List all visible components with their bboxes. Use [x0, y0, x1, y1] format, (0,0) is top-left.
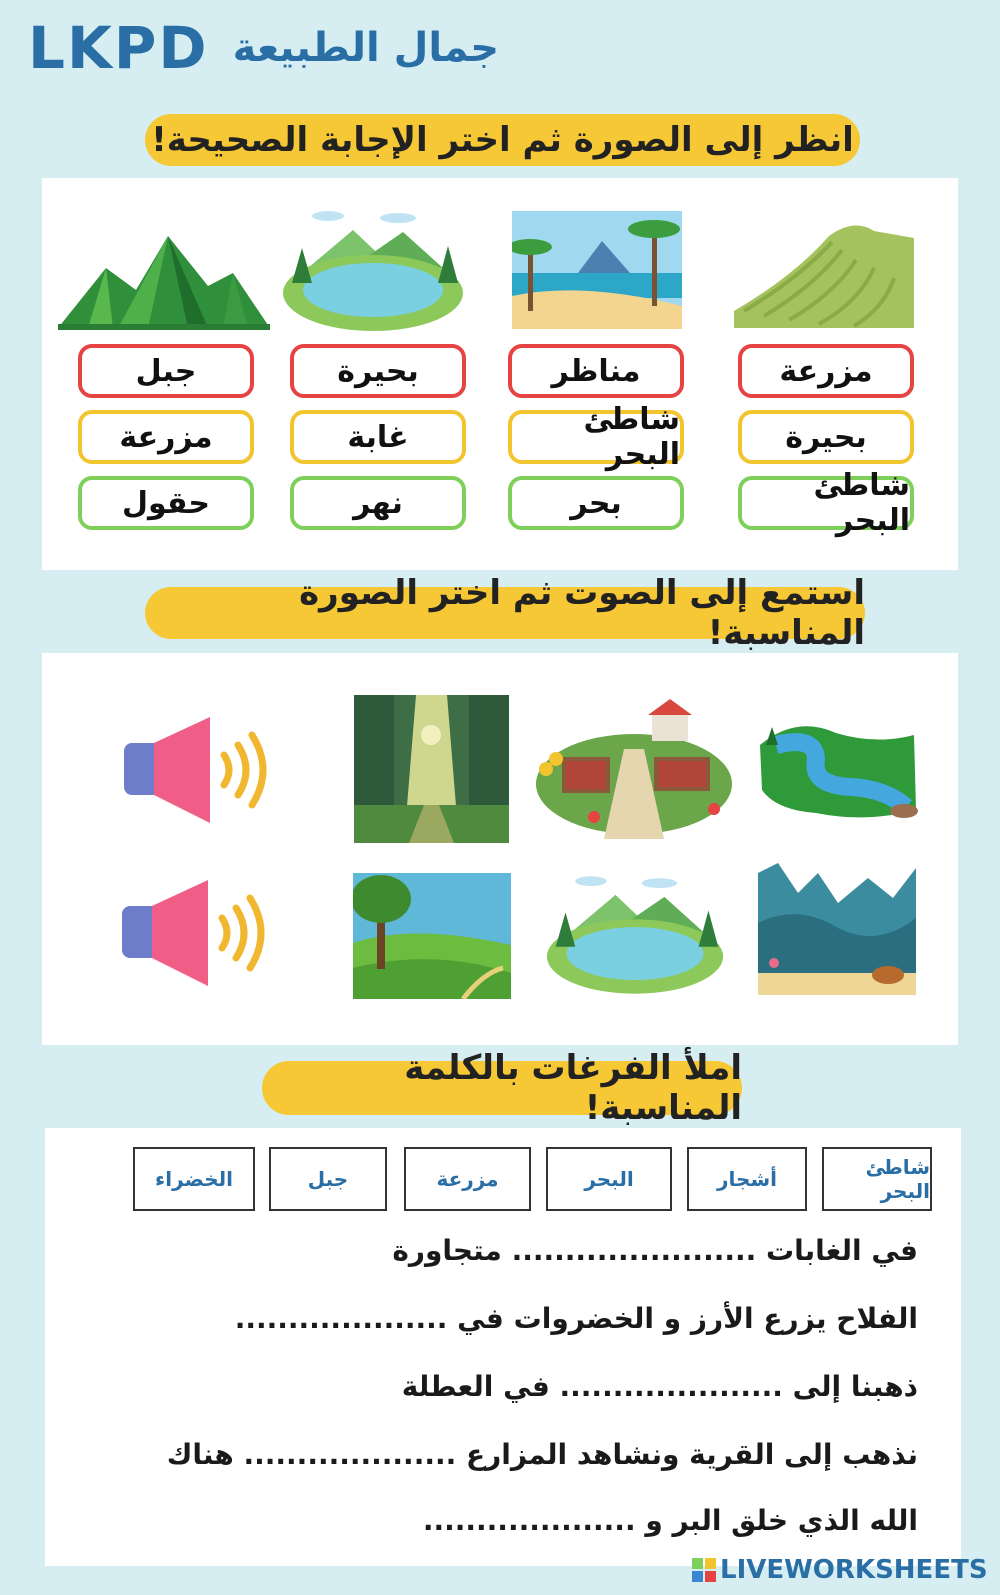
option-terrace-3[interactable]: شاطئ البحر [738, 476, 914, 530]
farm-image[interactable] [534, 699, 734, 839]
option-beach-3[interactable]: بحر [508, 476, 684, 530]
word-option-beach[interactable]: شاطئ البحر [822, 1147, 932, 1211]
terraced-field-image [734, 216, 914, 328]
green-field-image[interactable] [353, 873, 511, 999]
option-lake-1[interactable]: بحيرة [290, 344, 466, 398]
lake-image[interactable] [542, 871, 728, 999]
word-option-green[interactable]: الخضراء [133, 1147, 255, 1211]
page-title: جمال الطبيعة [232, 25, 500, 71]
liveworksheets-logo [692, 1555, 988, 1585]
option-beach-1[interactable]: مناظر [508, 344, 684, 398]
mountain-image [58, 228, 270, 330]
section2-instruction: استمع إلى الصوت ثم اختر الصورة المناسبة! [145, 587, 865, 639]
option-lake-2[interactable]: غابة [290, 410, 466, 464]
option-terrace-1[interactable]: مزرعة [738, 344, 914, 398]
section3-instruction: املأ الفرغات بالكلمة المناسبة! [262, 1061, 742, 1115]
word-option-trees[interactable]: أشجار [687, 1147, 807, 1211]
word-option-farm[interactable]: مزرعة [404, 1147, 531, 1211]
option-terrace-2[interactable]: بحيرة [738, 410, 914, 464]
sentence-4[interactable]: نذهب إلى القرية ونشاهد المزارع .................... هناك [166, 1438, 918, 1471]
option-mountain-3[interactable]: حقول [78, 476, 254, 530]
word-option-sea[interactable]: البحر [546, 1147, 672, 1211]
word-option-mountain[interactable]: جبل [269, 1147, 387, 1211]
liveworksheets-wordmark: LIVEWORKSHEETS [720, 1555, 988, 1585]
sentence-1[interactable]: في الغابات ....................... متجاورة [392, 1234, 918, 1267]
beach-image [512, 211, 682, 329]
sentence-2[interactable]: الفلاح يزرع الأرز و الخضروات في .................... [234, 1302, 918, 1335]
section1-instruction: انظر إلى الصورة ثم اختر الإجابة الصحيحة! [145, 114, 860, 166]
underwater-image[interactable] [758, 863, 916, 995]
option-beach-2[interactable]: شاطئ البحر [508, 410, 684, 464]
speaker-icon[interactable] [122, 878, 272, 988]
forest-image[interactable] [354, 695, 509, 843]
liveworksheets-icon [692, 1558, 716, 1582]
section3-panel [45, 1128, 961, 1566]
river-image[interactable] [756, 715, 918, 823]
lake-image [278, 208, 468, 334]
option-lake-3[interactable]: نهر [290, 476, 466, 530]
lkpd-logo: LKPD [28, 14, 209, 82]
page-header [28, 14, 499, 82]
section1-panel [42, 178, 958, 570]
section2-panel [42, 653, 958, 1045]
sentence-5[interactable]: الله الذي خلق البر و .................... [422, 1504, 918, 1537]
option-mountain-1[interactable]: جبل [78, 344, 254, 398]
sentence-3[interactable]: ذهبنا إلى ..................... في العطلة [401, 1370, 918, 1403]
option-mountain-2[interactable]: مزرعة [78, 410, 254, 464]
speaker-icon[interactable] [124, 715, 274, 825]
